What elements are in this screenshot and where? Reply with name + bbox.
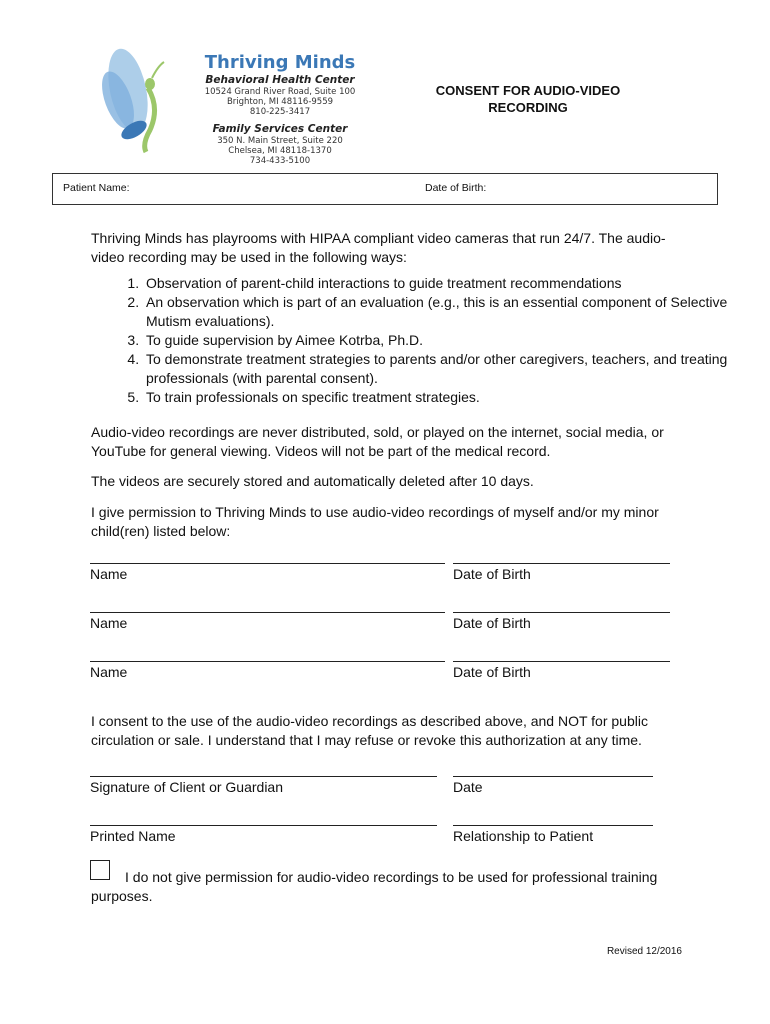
child-name-line-1[interactable] xyxy=(90,563,445,564)
permission-paragraph: I give permission to Thriving Minds to use audio-video recordings of myself and/or my minor child(ren) listed below: xyxy=(91,504,659,539)
signature-date-line[interactable] xyxy=(453,776,653,777)
printed-name-line[interactable] xyxy=(90,825,437,826)
intro-paragraph: Thriving Minds has playrooms with HIPAA compliant video cameras that run 24/7. The audio-video recording may be used in the following ways: xyxy=(91,230,666,265)
relationship-line[interactable] xyxy=(453,825,653,826)
child-name-line-3[interactable] xyxy=(90,661,445,662)
list-item: 4. To demonstrate treatment strategies to parents and/or other caregivers, teachers, and treating professionals (with parental consent). xyxy=(143,350,733,388)
center2-phone: 734-433-5100 xyxy=(249,156,311,166)
child-dob-line-3[interactable] xyxy=(453,661,670,662)
patient-dob-label[interactable]: Date of Birth: xyxy=(425,182,487,194)
signature-date-label: Date xyxy=(453,779,483,795)
storage-paragraph: The videos are securely stored and automatically deleted after 10 days. xyxy=(91,473,534,489)
center1-name: Behavioral Health Center xyxy=(205,74,355,86)
title-line-1: CONSENT FOR AUDIO-VIDEO xyxy=(435,83,621,98)
signature-line[interactable] xyxy=(90,776,437,777)
center1-phone: 810-225-3417 xyxy=(249,107,311,117)
center2-address1: 350 N. Main Street, Suite 220 xyxy=(217,136,343,146)
butterfly-logo xyxy=(90,48,210,158)
page-title xyxy=(408,82,648,116)
list-item: 3. To guide supervision by Aimee Kotrba, Ph.D. xyxy=(143,331,733,350)
consent-paragraph: I consent to the use of the audio-video recordings as described above, and NOT for public circulation or sale. I understand that I may refuse or revoke this authorization at any time. xyxy=(91,713,648,748)
child-dob-label-2: Date of Birth xyxy=(453,615,531,631)
patient-name-label[interactable]: Patient Name: xyxy=(63,182,130,194)
brand-name: Thriving Minds xyxy=(204,52,356,73)
child-name-label-2: Name xyxy=(90,615,128,631)
child-dob-line-2[interactable] xyxy=(453,612,670,613)
center1-address1: 10524 Grand River Road, Suite 100 xyxy=(204,87,356,97)
child-name-label-1: Name xyxy=(90,566,128,582)
child-dob-line-1[interactable] xyxy=(453,563,670,564)
child-dob-label-1: Date of Birth xyxy=(453,566,531,582)
list-item: 2. An observation which is part of an evaluation (e.g., this is an essential component of Selective Mutism evaluations). xyxy=(143,293,733,331)
revised-date: Revised 12/2016 xyxy=(606,946,682,957)
organization-header xyxy=(195,52,365,166)
child-name-label-3: Name xyxy=(90,664,128,680)
opt-out-text: I do not give permission for audio-video recordings to be used for professional training purposes. xyxy=(91,869,658,904)
printed-name-label: Printed Name xyxy=(90,828,176,844)
relationship-label: Relationship to Patient xyxy=(453,828,594,844)
title-line-2: RECORDING xyxy=(488,100,568,115)
center2-name: Family Services Center xyxy=(212,123,348,135)
patient-info-box xyxy=(52,173,718,205)
list-item: 5. To train professionals on specific treatment strategies. xyxy=(143,388,733,407)
center1-address2: Brighton, MI 48116-9559 xyxy=(226,97,334,107)
list-item: 1. Observation of parent-child interactions to guide treatment recommendations xyxy=(143,274,733,293)
center2-address2: Chelsea, MI 48118-1370 xyxy=(228,146,332,156)
distribution-paragraph: Audio-video recordings are never distributed, sold, or played on the internet, social media, or YouTube for general viewing. Videos will not be part of the medical record. xyxy=(91,424,664,459)
child-name-line-2[interactable] xyxy=(90,612,445,613)
child-dob-label-3: Date of Birth xyxy=(453,664,531,680)
signature-label: Signature of Client or Guardian xyxy=(90,779,283,795)
uses-list xyxy=(98,274,733,407)
